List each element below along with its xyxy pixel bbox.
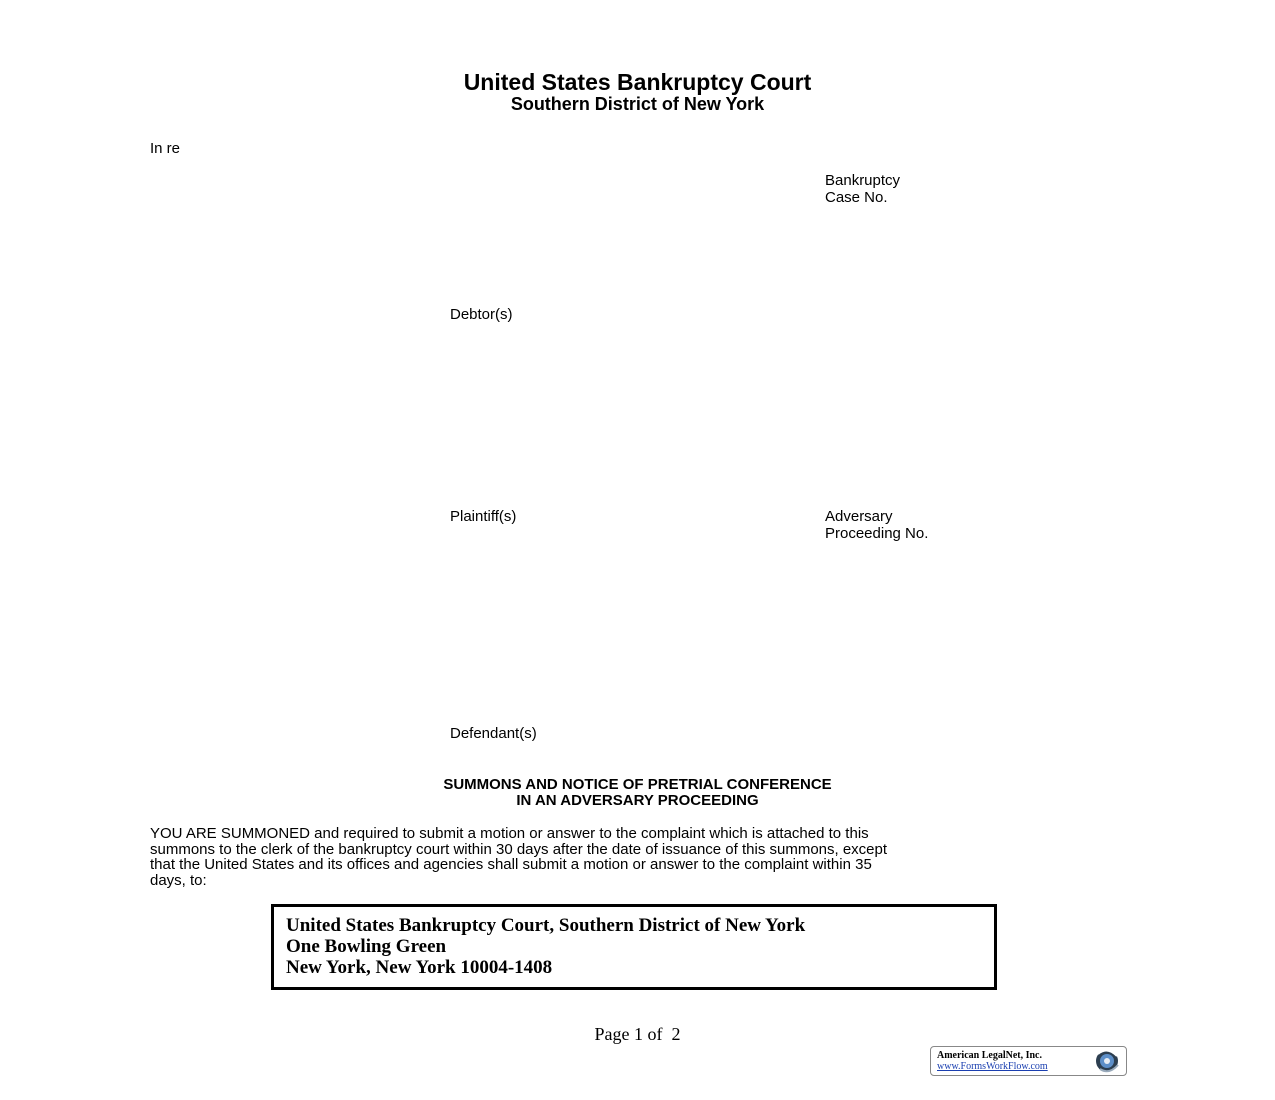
case-no-line1: Bankruptcy [825,172,901,189]
address-line3: New York, New York 10004-1408 [286,957,553,978]
summons-heading-line2: IN AN ADVERSARY PROCEEDING [516,792,759,809]
address-line1: United States Bankruptcy Court, Southern District of New York [286,915,806,936]
adversary-line1: Adversary [825,508,893,525]
case-no-line2: Case No. [825,189,888,206]
summons-body-line: days, to: [150,871,207,889]
summons-heading-line1: SUMMONS AND NOTICE OF PRETRIAL CONFERENCE [443,776,832,793]
summons-body-line: that the United States and its offices and agencies shall submit a motion or answer to the complaint within 35 [150,856,872,873]
court-address-box [271,904,997,990]
summons-body-line: YOU ARE SUMMONED and required to submit a motion or answer to the complaint which is attached to this [150,825,869,842]
logo-company-name: American LegalNet, Inc. [937,1050,1042,1061]
american-legalnet-logo[interactable] [930,1046,1127,1076]
court-district: Southern District of New York [510,94,765,114]
page-number: Page 1 of 2 [594,1024,681,1044]
plaintiff-label: Plaintiff(s) [450,508,517,525]
address-line2: One Bowling Green [286,936,447,957]
globe-icon [1089,1048,1125,1074]
court-title: United States Bankruptcy Court [463,69,812,95]
logo-website-link[interactable]: www.FormsWorkFlow.com [937,1061,1048,1072]
adversary-line2: Proceeding No. [825,525,929,542]
defendant-label: Defendant(s) [450,725,537,742]
bankruptcy-case-no-label [825,172,900,206]
summons-body-line: summons to the clerk of the bankruptcy court within 30 days after the date of issuance of this summons, except [150,840,888,858]
in-re-label: In re [150,140,181,157]
adversary-proceeding-no-label [825,508,928,542]
summons-body [150,826,1110,888]
debtor-label: Debtor(s) [450,306,513,323]
